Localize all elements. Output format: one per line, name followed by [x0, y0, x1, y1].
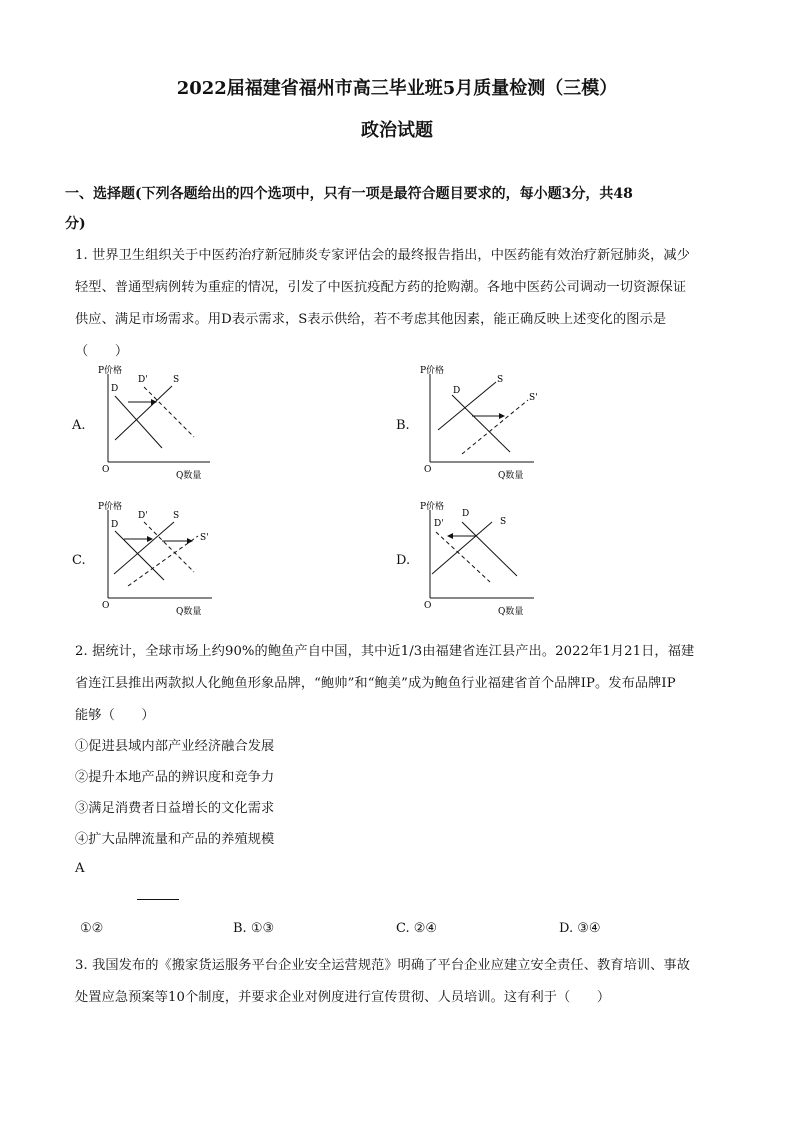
q1-option-a-label: A. [72, 418, 86, 433]
graph-c-s-label: S [173, 511, 180, 521]
graph-b-s-prime-curve [462, 400, 528, 454]
graph-b-s-label: S [497, 375, 504, 385]
graph-c-d-label: D [111, 520, 119, 530]
q2-statement-2: ②提升本地产品的辨识度和竞争力 [75, 770, 275, 785]
section-heading-line2: 分) [65, 216, 86, 232]
document-title: 2022届福建省福州市高三毕业班5月质量检测（三模） [176, 78, 618, 99]
graph-a-p-label: P价格 [98, 366, 123, 376]
q2-line-1: 2. 据统计，全球市场上约90%的鲍鱼产自中国，其中近1/3由福建省连江县产出。2022年1月21日，福建 [75, 644, 695, 659]
graph-c-d-prime-curve [144, 522, 194, 572]
graph-d-p-label: P价格 [420, 502, 445, 512]
q2-line-3: 能够（ ） [75, 708, 155, 723]
graph-a-origin: O [102, 465, 110, 475]
graph-b-d-label: D [453, 386, 461, 396]
graph-c-s-prime-label: S' [200, 533, 209, 543]
graph-c-s-curve [114, 522, 174, 574]
q2-choice-c: C. ②④ [396, 921, 438, 936]
q2-statement-3: ③满足消费者日益增长的文化需求 [75, 801, 275, 816]
q2-choice-b: B. ①③ [233, 921, 275, 936]
q1-graph-c [90, 496, 230, 620]
graph-b-q-label: Q数量 [498, 471, 524, 480]
section-heading-line1: 一、选择题(下列各题给出的四个选项中，只有一项是最符合题目要求的，每小题3分，共48 [65, 186, 633, 202]
q1-line-3: 供应、满足市场需求。用D表示需求，S表示供给，若不考虑其他因素，能正确反映上述变化的图示是 [75, 312, 667, 327]
q3-line-2: 处置应急预案等10个制度，并要求企业对例度进行宣传贯彻、人员培训。这有利于（ ） [75, 990, 611, 1005]
q1-option-d-label: D. [396, 553, 411, 568]
graph-a-s-label: S [173, 375, 180, 385]
graph-c-q-label: Q数量 [176, 607, 202, 616]
graph-c-d-curve [115, 531, 164, 580]
q2-answer-letter: A [75, 861, 85, 876]
graph-d-s-label: S [500, 517, 507, 527]
graph-d-d-label: D [462, 509, 470, 519]
graph-a-d-prime-label: D' [138, 375, 148, 385]
document-subtitle: 政治试题 [361, 120, 433, 141]
q1-option-c-label: C. [72, 553, 86, 568]
q2-line-2: 省连江县推出两款拟人化鲍鱼形象品牌，“鲍帅”和“鲍美”成为鲍鱼行业福建省首个品牌IP。发布品牌IP [75, 676, 676, 691]
q1-line-1: 1. 世界卫生组织关于中医药治疗新冠肺炎专家评估会的最终报告指出，中医药能有效治疗新冠肺炎，减少 [75, 248, 691, 263]
graph-b-s-prime-label: S' [529, 393, 538, 403]
q1-graph-b [412, 360, 552, 484]
q1-line-2: 轻型、普通型病例转为重症的情况，引发了中医抗疫配方药的抢购潮。各地中医药公司调动一切资源保证 [75, 280, 687, 295]
graph-c-p-label: P价格 [98, 502, 123, 512]
graph-d-d-curve [462, 522, 517, 576]
graph-d-s-curve [432, 522, 492, 574]
q2-statement-1: ①促进县域内部产业经济融合发展 [75, 739, 275, 754]
q2-choice-a: ①② [80, 921, 104, 936]
q1-graph-a [90, 360, 220, 484]
graph-b-p-label: P价格 [420, 366, 445, 376]
graph-b-s-curve [438, 382, 496, 430]
graph-d-origin: O [424, 601, 432, 611]
answer-underline [137, 899, 179, 900]
graph-a-d-label: D [111, 384, 119, 394]
graph-b-origin: O [424, 465, 432, 475]
q1-line-4: （ ） [75, 344, 129, 359]
graph-b-d-curve [452, 395, 510, 452]
q2-statement-4: ④扩大品牌流量和产品的养殖规模 [75, 832, 275, 847]
q1-option-b-label: B. [396, 418, 410, 433]
graph-d-q-label: Q数量 [498, 607, 524, 616]
q2-choice-d: D. ③④ [559, 921, 601, 936]
graph-d-d-prime-curve [436, 532, 490, 582]
graph-a-q-label: Q数量 [176, 471, 202, 480]
q3-line-1: 3. 我国发布的《搬家货运服务平台企业安全运营规范》明确了平台企业应建立安全责任、教育培训、事故 [75, 958, 691, 973]
graph-a-s-curve [115, 386, 172, 440]
graph-d-d-prime-label: D' [434, 519, 444, 529]
graph-a-d-curve [115, 396, 162, 448]
graph-c-d-prime-label: D' [138, 511, 148, 521]
graph-a-d-prime-curve [144, 387, 194, 437]
q1-graph-d [412, 496, 552, 620]
graph-c-origin: O [102, 601, 110, 611]
